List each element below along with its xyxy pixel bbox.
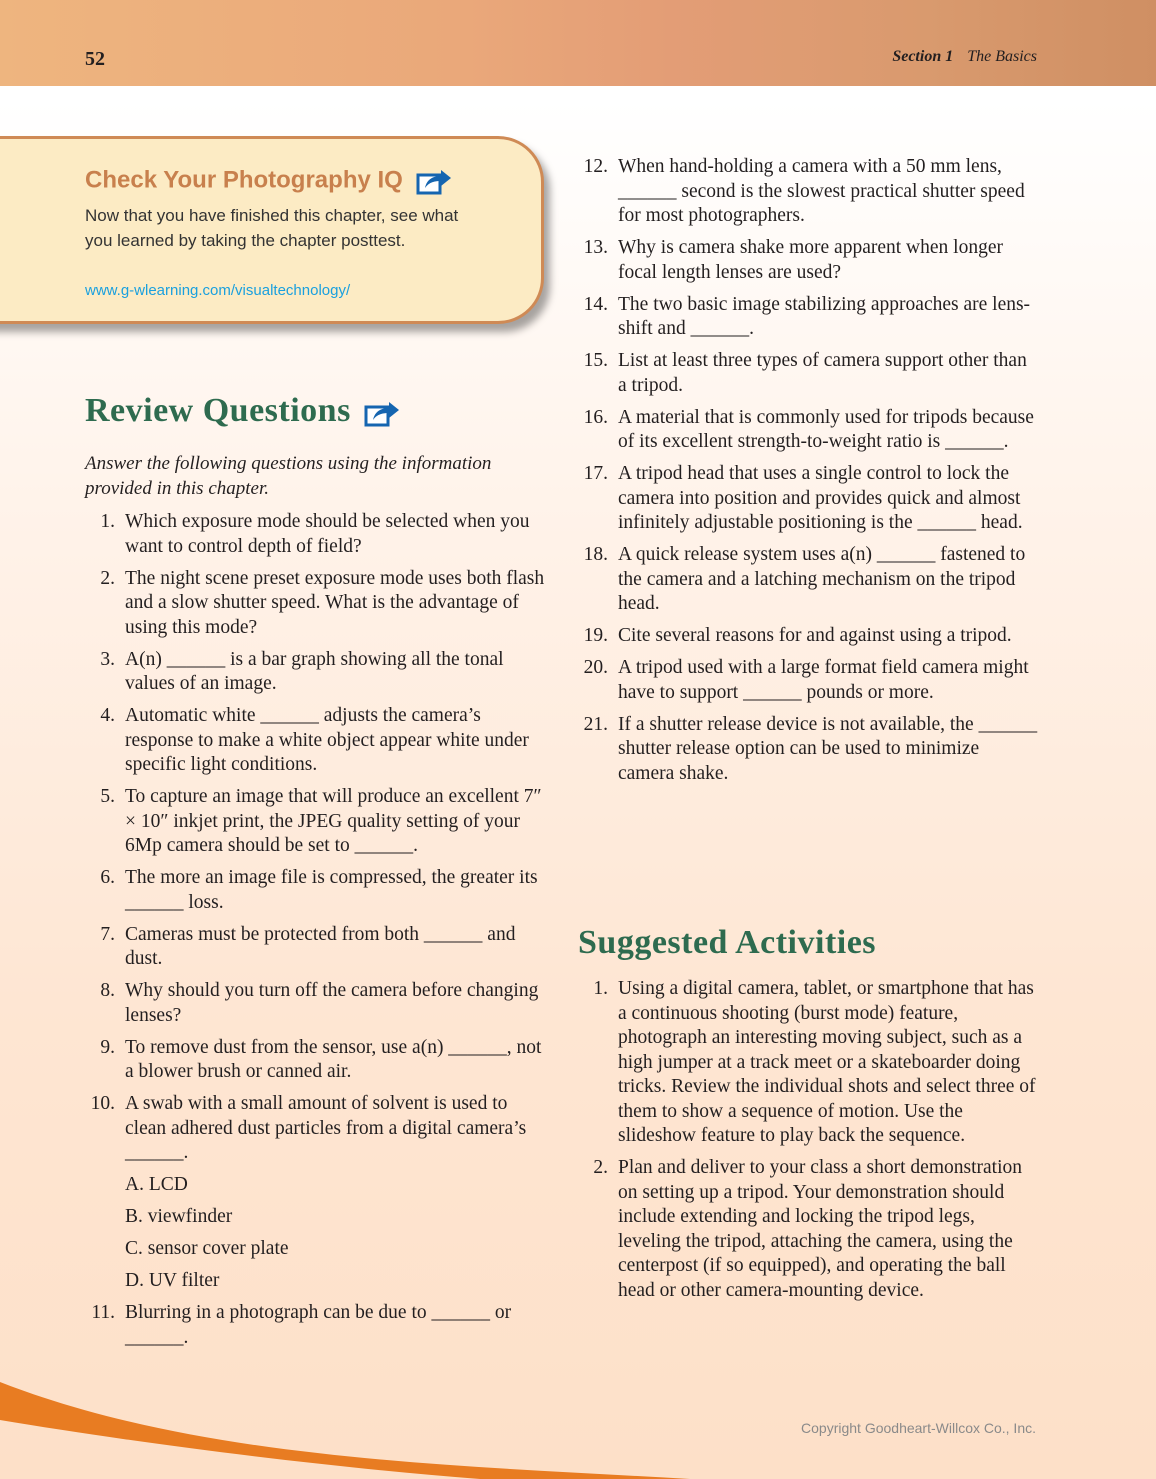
question-item <box>578 543 1040 617</box>
item-text: Which exposure mode should be selected when you want to control depth of field? <box>125 511 530 557</box>
activities-list <box>578 977 1040 1311</box>
item-number: 7. <box>100 923 115 945</box>
question-item <box>578 349 1040 398</box>
question-item <box>85 923 547 972</box>
question-item <box>85 704 547 778</box>
item-number: 6. <box>100 867 115 888</box>
iq-title <box>85 166 453 196</box>
copyright: Copyright Goodheart-Willcox Co., Inc. <box>801 1420 1036 1436</box>
item-number: 12. <box>583 156 608 177</box>
item-number: 15. <box>583 350 608 371</box>
item-text: If a shutter release device is not available, the ______ shutter release option can be used to minimize camera shake. <box>618 713 1038 784</box>
page-header <box>0 0 1156 86</box>
item-number: 3. <box>100 648 115 670</box>
question-item <box>578 624 1040 649</box>
question-item <box>85 648 547 697</box>
item-number: 8. <box>100 980 115 1001</box>
question-item <box>578 155 1040 229</box>
questions-list-left <box>85 510 547 1358</box>
item-text: To remove dust from the sensor, use a(n) ______, not a blower brush or canned air. <box>125 1036 542 1082</box>
item-number: 13. <box>583 237 608 258</box>
question-item <box>85 1301 547 1350</box>
iq-link[interactable]: www.g-wlearning.com/visualtechnology/ <box>85 282 351 299</box>
share-arrow-icon[interactable] <box>415 166 453 196</box>
iq-text: Now that you have finished this chapter, see what you learned by taking the chapter posttest. <box>85 206 459 250</box>
item-text: When hand-holding a camera with a 50 mm lens, ______ second is the slowest practical shutter speed for most photographers. <box>618 156 1025 226</box>
item-number: 19. <box>583 625 608 646</box>
item-text: The more an image file is compressed, the greater its ______ loss. <box>125 867 538 913</box>
item-text: The two basic image stabilizing approaches are lens-shift and ______. <box>618 293 1031 339</box>
item-text: A tripod used with a large format field camera might have to support ______ pounds or more. <box>618 657 1029 703</box>
item-number: 1. <box>593 978 608 999</box>
question-item <box>85 785 547 859</box>
answer-option: C. sensor cover plate <box>125 1238 289 1259</box>
answer-option: D. UV filter <box>125 1270 220 1291</box>
item-text: A quick release system uses a(n) ______ fastened to the camera and a latching mechanism on the tripod head. <box>618 544 1026 614</box>
question-item <box>578 713 1040 787</box>
question-item <box>85 979 547 1028</box>
item-number: 1. <box>100 511 115 532</box>
item-text: A swab with a small amount of solvent is used to clean adhered dust particles from a digital camera’s ______. <box>125 1093 527 1163</box>
question-item <box>578 406 1040 455</box>
question-item <box>578 656 1040 705</box>
item-number: 18. <box>583 544 608 565</box>
answer-option: A. LCD <box>125 1174 188 1195</box>
item-number: 14. <box>583 293 608 315</box>
item-text: Blurring in a photograph can be due to ______ or ______. <box>125 1302 512 1348</box>
item-number: 2. <box>593 1157 608 1178</box>
item-number: 20. <box>583 657 608 678</box>
section-title: The Basics <box>967 48 1037 65</box>
item-text: Why should you turn off the camera before changing lenses? <box>125 980 539 1026</box>
section-label <box>892 48 1037 66</box>
item-number: 21. <box>583 713 608 735</box>
item-text: A(n) ______ is a bar graph showing all the tonal values of an image. <box>125 648 504 694</box>
item-number: 2. <box>100 567 115 589</box>
item-number: 5. <box>100 786 115 807</box>
item-text: To capture an image that will produce an excellent 7″ × 10″ inkjet print, the JPEG quality setting of your 6Mp camera should be set to ______. <box>125 786 542 856</box>
question-item <box>578 462 1040 536</box>
answer-option: B. viewfinder <box>125 1206 233 1227</box>
iq-title-text: Check Your Photography IQ <box>85 166 403 194</box>
section-number: Section 1 <box>892 48 954 65</box>
suggested-activities-heading: Suggested Activities <box>578 924 877 961</box>
item-text: Plan and deliver to your class a short demonstration on setting up a tripod. Your demonstration should include extending and locking the tripod legs, leveling the tripod, attaching the camera, using the centerpost (if so equipped), and operating the ball head or other camera-mounting device. <box>618 1157 1022 1301</box>
item-number: 17. <box>583 463 608 484</box>
page-number: 52 <box>85 48 105 70</box>
item-text: The night scene preset exposure mode uses both flash and a slow shutter speed. What is the advantage of using this mode? <box>125 567 545 638</box>
question-item <box>85 866 547 915</box>
activity-item <box>578 1156 1040 1303</box>
item-text: Cameras must be protected from both ______ and dust. <box>125 923 516 969</box>
question-item <box>85 510 547 559</box>
question-item <box>578 236 1040 285</box>
questions-list-right <box>578 155 1040 794</box>
item-text: A material that is commonly used for tripods because of its excellent strength-to-weight ratio is ______. <box>618 406 1034 452</box>
share-arrow-icon[interactable] <box>363 398 401 428</box>
question-item <box>85 567 547 641</box>
question-item <box>85 1092 547 1294</box>
review-intro: Answer the following questions using the information provided in this chapter. <box>85 453 492 499</box>
item-text: Automatic white ______ adjusts the camera’s response to make a white object appear white under specific light conditions. <box>125 705 529 775</box>
activity-item <box>578 977 1040 1149</box>
review-questions-heading <box>85 392 401 430</box>
question-item <box>85 1036 547 1085</box>
item-text: A tripod head that uses a single control to lock the camera into position and provides quick and almost infinitely adjustable positioning is the ______ head. <box>618 463 1023 533</box>
item-number: 4. <box>100 705 115 726</box>
question-item <box>578 293 1040 342</box>
item-text: Using a digital camera, tablet, or smartphone that has a continuous shooting (burst mode) feature, photograph an interesting moving subject, such as a high jumper at a track meet or a skateboarder doing tricks. Review the individual shots and select three of them to show a sequence of motion. Use the slideshow feature to play back the sequence. <box>618 978 1036 1146</box>
review-title: Review Questions <box>85 392 351 429</box>
item-number: 16. <box>583 406 608 428</box>
item-text: Why is camera shake more apparent when longer focal length lenses are used? <box>618 237 1003 283</box>
item-text: Cite several reasons for and against using a tripod. <box>618 625 1012 646</box>
item-number: 11. <box>91 1302 115 1323</box>
item-text: List at least three types of camera support other than a tripod. <box>618 350 1027 396</box>
item-number: 10. <box>90 1093 115 1114</box>
item-number: 9. <box>100 1036 115 1058</box>
